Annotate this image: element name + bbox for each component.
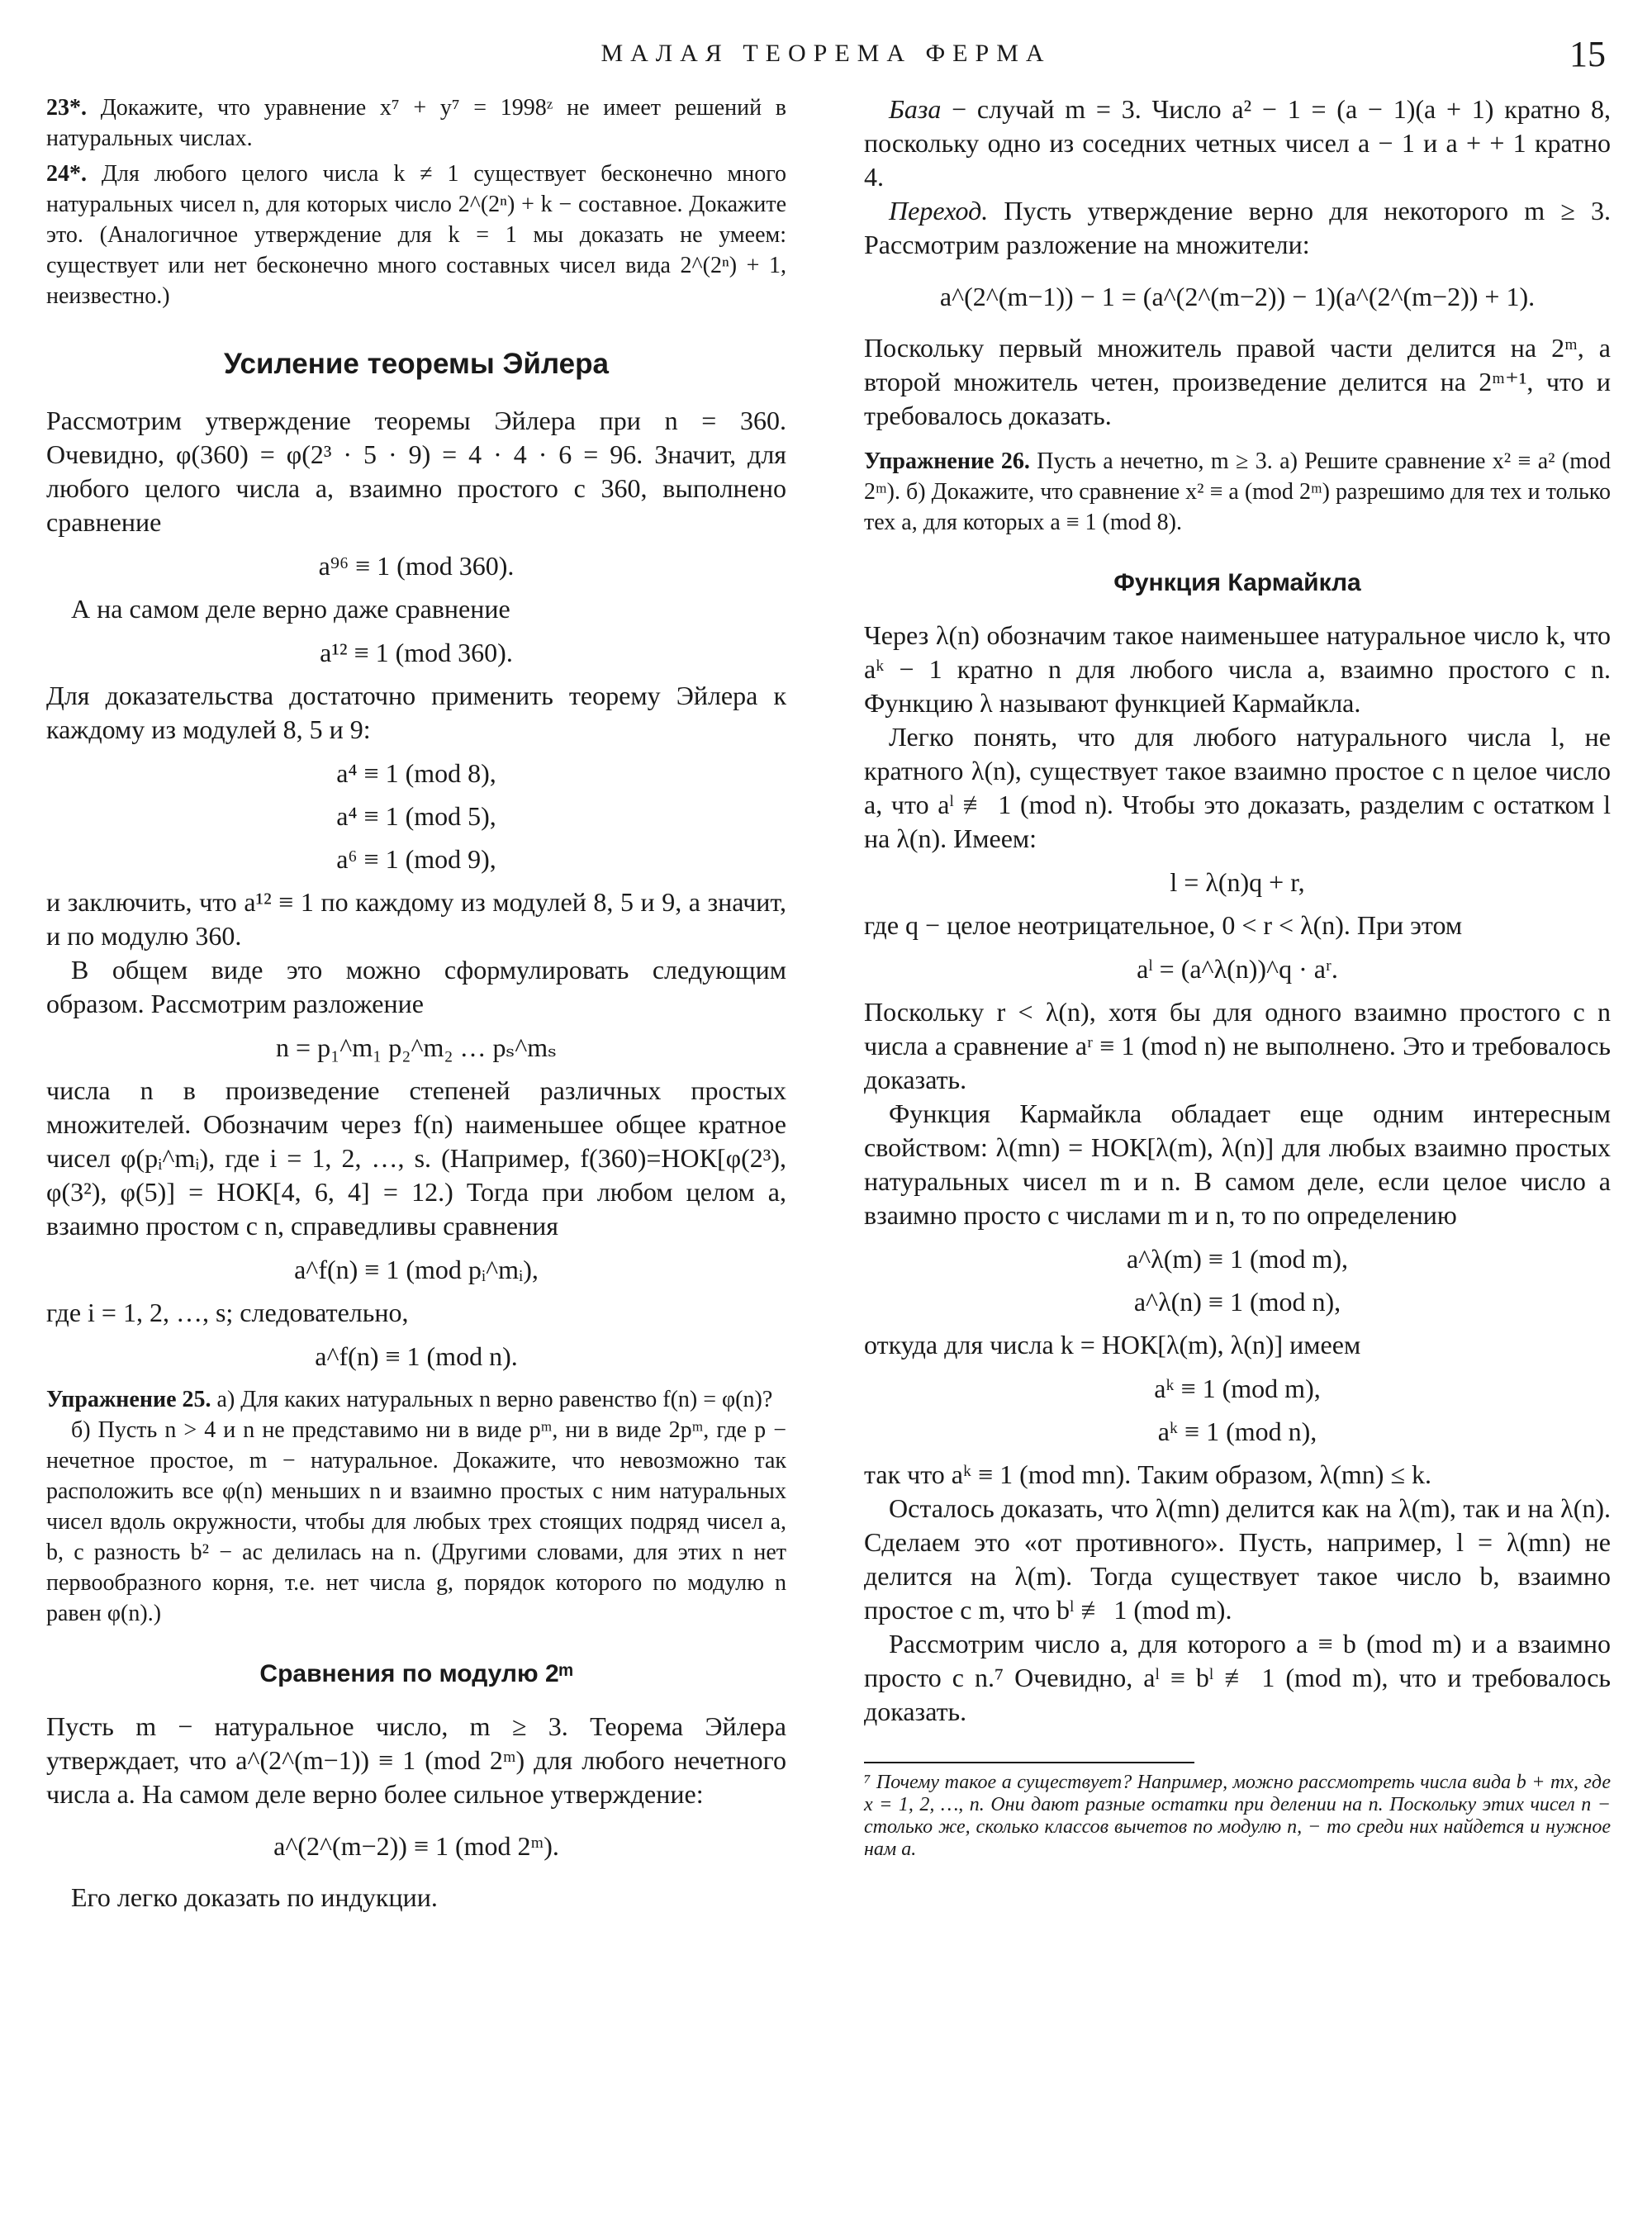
equation: a⁹⁶ ≡ 1 (mod 360). xyxy=(318,551,515,581)
step-label: Переход. xyxy=(889,196,989,225)
paragraph: числа n в произведение степеней различных простых множителей. Обозначим через f(n) наименьшее общее кратное чисел φ(pᵢ^mᵢ), где i = 1, 2, …, s. (Например, f(360)=НОК[φ(2³), φ(3²), φ(5)] = НОК[4, 6, 4] = 12.) Тогда при любом целом a, взаимно простом с n, справедливы сравнения xyxy=(46,1075,786,1241)
paragraph: Функция Кармайкла обладает еще одним интересным свойством: λ(mn) = НОК[λ(m), λ(n)] для любых взаимно простых натуральных чисел m и n. В самом деле, если целое число a взаимно просто с числами m и n, то по определению xyxy=(864,1099,1611,1230)
problem-23-number: 23*. xyxy=(46,95,87,121)
equation: n = p₁^m₁ p₂^m₂ … pₛ^mₛ xyxy=(276,1032,557,1062)
paragraph: где q − целое неотрицательное, 0 < r < λ(n). При этом xyxy=(864,910,1463,940)
equation: a¹² ≡ 1 (mod 360). xyxy=(320,638,513,667)
base-label: База xyxy=(889,94,942,124)
equation: a⁴ ≡ 1 (mod 5), xyxy=(336,801,496,831)
left-column xyxy=(46,93,786,1915)
exercise-26 xyxy=(864,446,1611,538)
paragraph: Поскольку первый множитель правой части делится на 2ᵐ, а второй множитель четен, произведение делится на 2ᵐ⁺¹, что и требовалось доказать. xyxy=(864,333,1611,430)
equation: a^f(n) ≡ 1 (mod pᵢ^mᵢ), xyxy=(294,1255,539,1284)
paragraph: Осталось доказать, что λ(mn) делится как на λ(m), так и на λ(n). Сделаем это «от противного». Пусть, например, l = λ(mn) не делится на λ(m). Тогда существует такое число b, взаимно простое с m, что bˡ ≢ 1 (mod m). xyxy=(864,1493,1611,1625)
exercise-25-label: Упражнение 25. xyxy=(46,1387,211,1412)
equation: a^λ(m) ≡ 1 (mod m), xyxy=(1126,1244,1349,1274)
equation: a⁴ ≡ 1 (mod 8), xyxy=(336,758,496,788)
paragraph: А на самом деле верно даже сравнение xyxy=(71,594,510,624)
paragraph: Рассмотрим утверждение теоремы Эйлера при n = 360. Очевидно, φ(360) = φ(2³ · 5 · 9) = 4 · 4 · 6 = 96. Значит, для любого целого числа a, взаимно простого с 360, выполнено сравнение xyxy=(46,406,786,537)
step-text: Пусть утверждение верно для некоторого m ≥ 3. Рассмотрим разложение на множители: xyxy=(864,196,1611,259)
problem-24-number: 24*. xyxy=(46,161,87,187)
base-text: − случай m = 3. Число a² − 1 = (a − 1)(a + 1) кратно 8, поскольку одно из соседних четных чисел a − 1 и a + + 1 кратно 4. xyxy=(864,94,1611,192)
section-heading-euler: Усиление теоремы Эйлера xyxy=(223,348,609,380)
equation: a^λ(n) ≡ 1 (mod n), xyxy=(1133,1287,1341,1317)
page-number: 15 xyxy=(1569,34,1606,74)
running-head: МАЛАЯ ТЕОРЕМА ФЕРМА xyxy=(601,40,1051,67)
paragraph: Легко понять, что для любого натурального числа l, не кратного λ(n), существует такое взаимно простое с n целое число a, что aˡ ≢ 1 (mod n). Чтобы это доказать, разделим с остатком l на λ(n). Имеем: xyxy=(864,722,1611,853)
equation: a^(2^(m−2)) ≡ 1 (mod 2ᵐ). xyxy=(273,1831,559,1861)
footnote-text: ⁷ Почему такое a существует? Например, можно рассмотреть числа вида b + mx, где x = 1, 2, …, n. Они дают разные остатки при делении на n. Поскольку этих чисел n − столько же, сколько классов вычетов по модулю n, − то среди них найдется и нужное нам a. xyxy=(864,1772,1611,1860)
problem-24 xyxy=(46,159,786,311)
footnote xyxy=(864,1772,1611,1861)
paragraph: откуда для числа k = НОК[λ(m), λ(n)] имеем xyxy=(864,1330,1361,1359)
footnote-divider xyxy=(864,1762,1194,1763)
equation: a^f(n) ≡ 1 (mod n). xyxy=(315,1341,518,1371)
exercise-25 xyxy=(46,1384,786,1629)
equation: aᵏ ≡ 1 (mod n), xyxy=(1157,1416,1317,1446)
equation: aˡ = (a^λ(n))^q · aʳ. xyxy=(1137,954,1338,984)
section-heading-mod: Сравнения по модулю 2ᵐ xyxy=(259,1660,573,1687)
paragraph-base xyxy=(864,93,1611,194)
exercise-25-part-b: б) Пусть n > 4 и n не представимо ни в виде pᵐ, ни в виде 2pᵐ, где p − нечетное простое, m − натуральное. Докажите, что невозможно так расположить все φ(n) меньших n и взаимно простых с ним натуральных чисел вдоль окружности, чтобы для любых трех стоящих подряд чисел a, b, c разность b² − ac делилась на n. (Другими словами, для этих n нет первообразного корня, т.е. нет числа g, порядок которого по модулю n равен φ(n).) xyxy=(46,1417,786,1626)
exercise-26-label: Упражнение 26. xyxy=(864,448,1030,474)
equation: a⁶ ≡ 1 (mod 9), xyxy=(336,844,496,874)
paragraph: В общем виде это можно сформулировать следующим образом. Рассмотрим разложение xyxy=(46,955,786,1018)
exercise-25-part-a: а) Для каких натуральных n верно равенство f(n) = φ(n)? xyxy=(216,1387,773,1412)
equation: a^(2^(m−1)) − 1 = (a^(2^(m−2)) − 1)(a^(2^(m−2)) + 1). xyxy=(939,282,1536,311)
equation: aᵏ ≡ 1 (mod m), xyxy=(1154,1374,1321,1403)
paragraph: Рассмотрим число a, для которого a ≡ b (mod m) и a взаимно просто с n.⁷ Очевидно, aˡ ≡ bˡ ≢ 1 (mod m), что и требовалось доказать. xyxy=(864,1629,1611,1726)
section-heading-carmichael: Функция Кармайкла xyxy=(1113,569,1361,596)
paragraph: Через λ(n) обозначим такое наименьшее натуральное число k, что aᵏ − 1 кратно n для любого числа a, взаимно простого с n. Функцию λ называют функцией Кармайкла. xyxy=(864,620,1611,718)
equation: l = λ(n)q + r, xyxy=(1170,867,1305,897)
problem-23-text: Докажите, что уравнение x⁷ + y⁷ = 1998ᶻ не имеет решений в натуральных числах. xyxy=(46,95,787,151)
paragraph: Для доказательства достаточно применить теорему Эйлера к каждому из модулей 8, 5 и 9: xyxy=(46,681,786,744)
paragraph: и заключить, что a¹² ≡ 1 по каждому из модулей 8, 5 и 9, а значит, и по модулю 360. xyxy=(46,887,786,951)
right-column xyxy=(864,93,1611,1861)
paragraph: Его легко доказать по индукции. xyxy=(71,1882,438,1912)
paragraph: где i = 1, 2, …, s; следовательно, xyxy=(46,1298,409,1327)
problem-24-text: Для любого целого числа k ≠ 1 существует бесконечно много натуральных чисел n, для которых число 2^(2ⁿ) + k − составное. Докажите это. (Аналогичное утверждение для k = 1 мы доказать не умеем: существует или нет бесконечно много составных чисел вида 2^(2ⁿ) + 1, неизвестно.) xyxy=(46,161,786,309)
paragraph: так что aᵏ ≡ 1 (mod mn). Таким образом, λ(mn) ≤ k. xyxy=(864,1459,1431,1489)
paragraph-step xyxy=(864,194,1611,262)
problem-23 xyxy=(46,93,786,154)
paragraph: Поскольку r < λ(n), хотя бы для одного взаимно простого с n числа a сравнение aʳ ≡ 1 (mod n) не выполнено. Это и требовалось доказать. xyxy=(864,997,1611,1094)
exercise-26-text: Пусть a нечетно, m ≥ 3. а) Решите сравнение x² ≡ a² (mod 2ᵐ). б) Докажите, что сравнение x² ≡ a (mod 2ᵐ) разрешимо для тех и только тех a, для которых a ≡ 1 (mod 8). xyxy=(864,448,1612,535)
paragraph: Пусть m − натуральное число, m ≥ 3. Теорема Эйлера утверждает, что a^(2^(m−1)) ≡ 1 (mod 2ᵐ) для любого нечетного числа a. На самом деле верно более сильное утверждение: xyxy=(46,1711,787,1809)
